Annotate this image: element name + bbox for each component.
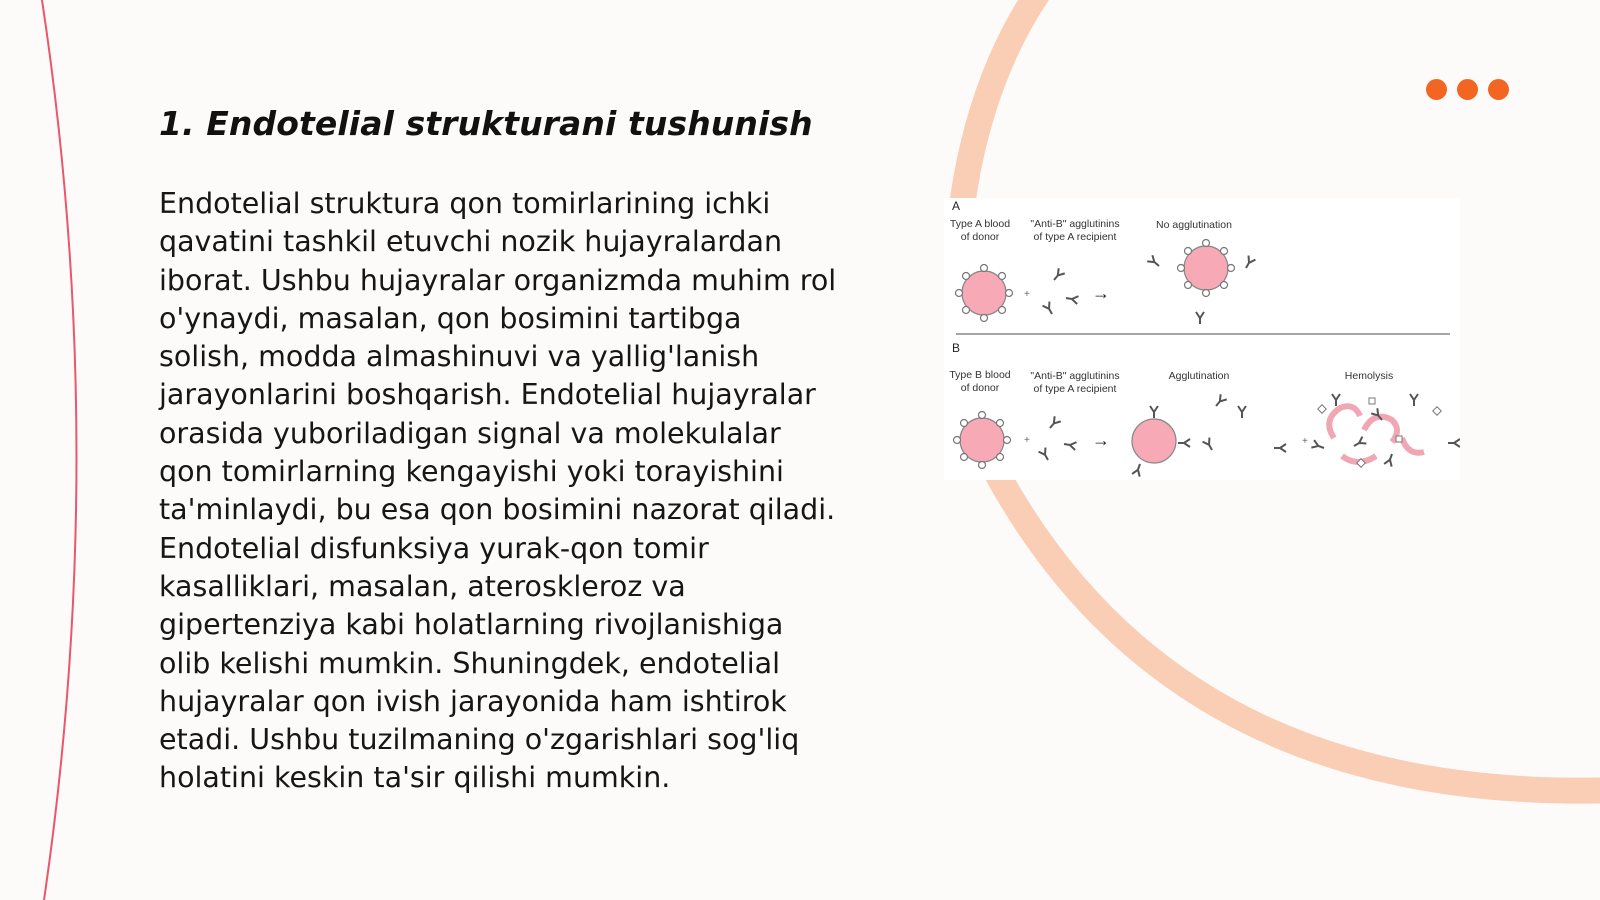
panel-a-donor-label-2: of donor <box>960 231 1000 243</box>
panel-b-hemolysis-label: Hemolysis <box>1344 370 1394 382</box>
red-cell-icon <box>954 412 1011 469</box>
panel-a-donor-label: Type A blood <box>949 218 1011 230</box>
panel-a-result-label: No agglutination <box>1156 219 1232 231</box>
arrow-icon: → <box>1092 283 1110 303</box>
plus-sign: + <box>1024 289 1030 300</box>
panel-b-agglutinins-label: "Anti-B" agglutinins <box>1030 370 1120 382</box>
dot-icon <box>1488 79 1509 100</box>
dot-icon <box>1426 79 1447 100</box>
panel-b-donor-label-2: of donor <box>960 382 1000 394</box>
left-accent-curve <box>42 0 77 900</box>
slide-title: 1. Endotelial strukturani tushunish <box>159 104 813 143</box>
slide-body-text: Endotelial struktura qon tomirlarining ichki qavatini tashkil etuvchi nozik hujayralardan iborat. Ushbu hujayralar organizmda muhim rol o'ynaydi, masalan, qon bosimini tartibga solish, modda almashinuvi va yallig'lanish jarayonlarini boshqarish. Endotelial hujayralar orasida yuboriladigan signal va molekulalar qon tomirlarning kengayishi yoki torayishini ta'minlaydi, bu esa qon bosimini nazorat qiladi. Endotelial disfunksiya yurak-qon tomir kasalliklari, masalan, ateroskleroz va gipertenziya kabi holatlarning rivojlanishiga olib kelishi mumkin. Shuningdek, endotelial hujayralar qon ivish jarayonida ham ishtirok etadi. Ushbu tuzilmaning o'zgarishlari sog'liq holatini keskin ta'sir qilishi mumkin. <box>159 187 837 795</box>
red-cell-icon <box>1178 240 1235 297</box>
panel-b-agglutinins-label-2: of type A recipient <box>1033 383 1117 395</box>
plus-sign: + <box>1024 435 1030 446</box>
agglutination-diagram <box>944 198 1460 480</box>
dot-icon <box>1457 79 1478 100</box>
arrow-icon: → <box>1092 430 1110 450</box>
panel-a-agglutinins-label-2: of type A recipient <box>1033 231 1117 243</box>
agglutination-figure <box>944 198 1460 480</box>
plus-sign: + <box>1302 436 1308 447</box>
menu-dots <box>1426 79 1512 101</box>
panel-a-letter: A <box>952 199 961 213</box>
panel-b-letter: B <box>952 341 961 355</box>
panel-b-result-label: Agglutination <box>1168 370 1230 382</box>
panel-a-agglutinins-label: "Anti-B" agglutinins <box>1030 218 1120 230</box>
panel-b-donor-label: Type B blood <box>949 369 1011 381</box>
red-cell-icon <box>956 265 1013 322</box>
